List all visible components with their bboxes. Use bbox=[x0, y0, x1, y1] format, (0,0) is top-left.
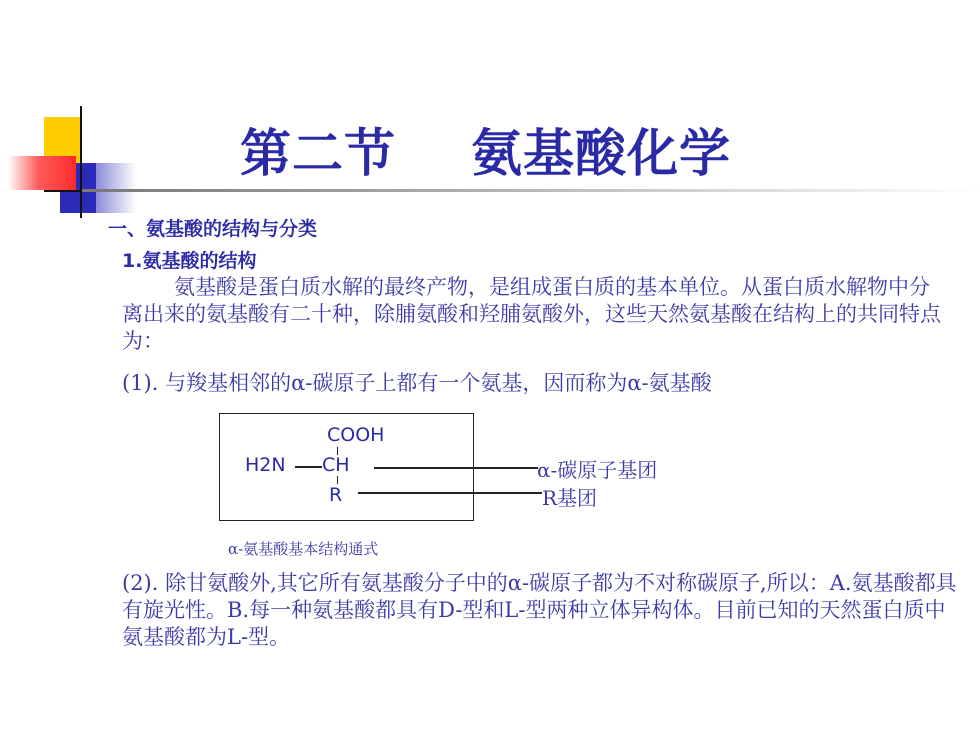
structure-caption: α-氨基酸基本结构通式 bbox=[228, 540, 379, 558]
pointer-line-alpha bbox=[374, 467, 538, 469]
slide-title: 第二节 氨基酸化学 bbox=[240, 124, 732, 184]
paragraph-definition bbox=[122, 274, 942, 355]
title-underline bbox=[82, 189, 980, 192]
structure-h2n: H2N bbox=[245, 454, 286, 476]
label-alpha-carbon: α-碳原子基团 bbox=[537, 458, 658, 482]
feature-item-1: (1). 与羧基相邻的α-碳原子上都有一个氨基，因而称为α-氨基酸 bbox=[122, 371, 712, 395]
structure-r: R bbox=[329, 484, 343, 506]
section-heading: 一、氨基酸的结构与分类 bbox=[108, 218, 318, 240]
feature-item-2: (2). 除甘氨酸外,其它所有氨基酸分子中的α-碳原子都为不对称碳原子,所以：A.氨基酸都具有旋光性。B.每一种氨基酸都具有D-型和L-型两种立体异构体。目前已知的天然蛋白质中氨基酸都为L-型。 bbox=[122, 571, 957, 649]
structure-cooh: COOH bbox=[327, 424, 385, 446]
logo-red-bar bbox=[8, 156, 76, 190]
pointer-line-r bbox=[358, 492, 542, 494]
structure-ch: CH bbox=[322, 454, 350, 476]
label-r-group: R基团 bbox=[542, 486, 598, 510]
paragraph-definition-text: 氨基酸是蛋白质水解的最终产物，是组成蛋白质的基本单位。从蛋白质水解物中分离出来的氨基酸有二十种，除脯氨酸和羟脯氨酸外，这些天然氨基酸在结构上的共同特点为： bbox=[122, 275, 941, 353]
bond-bottom bbox=[337, 476, 338, 484]
logo-blue-fade bbox=[96, 163, 136, 213]
logo-vertical-line bbox=[80, 106, 82, 218]
bond-left bbox=[295, 466, 322, 468]
subsection-heading: 1.氨基酸的结构 bbox=[122, 250, 257, 272]
